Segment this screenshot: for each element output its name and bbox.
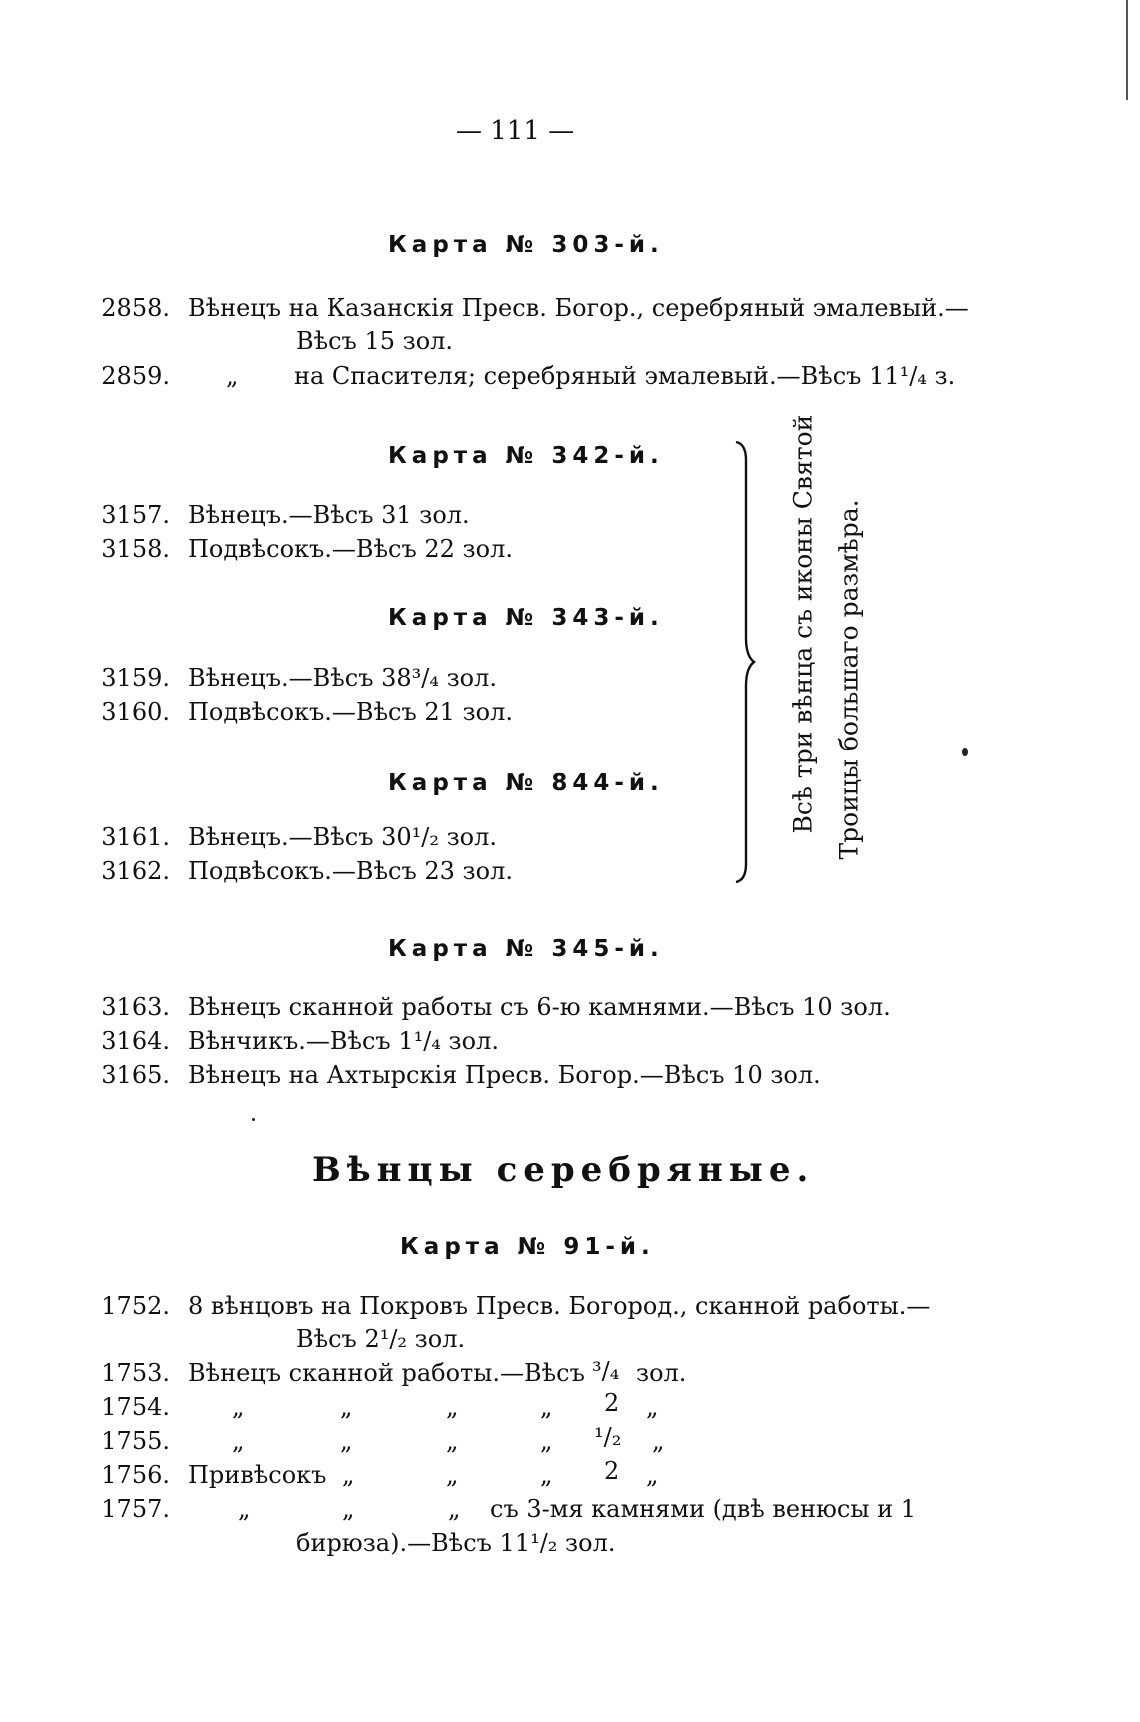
entry-continuation: Вѣсъ 15 зол. — [296, 327, 454, 355]
ink-speck — [962, 748, 968, 756]
entry-number: 1756. — [101, 1461, 170, 1489]
ditto-mark: „ — [448, 1495, 461, 1523]
entry-continuation: бирюза).—Вѣсъ 11¹/₂ зол. — [296, 1529, 616, 1557]
entry-number: 1757. — [101, 1495, 170, 1523]
ditto-mark: „ — [540, 1427, 553, 1455]
ditto-mark: „ — [232, 1427, 245, 1455]
entry-number: 3165. — [101, 1061, 170, 1089]
weight-value: ³/₄ — [592, 1357, 620, 1385]
entry-number: 3159. — [101, 664, 170, 692]
ditto-mark: „ — [342, 1495, 355, 1523]
entry-number: 3163. — [101, 993, 170, 1021]
entry-number: 3162. — [101, 857, 170, 885]
entry-number: 1755. — [101, 1427, 170, 1455]
ink-speck — [252, 1118, 255, 1121]
entry-number: 1752. — [101, 1292, 170, 1320]
entry-text: Вѣнецъ на Казанскія Пресв. Богор., серебряный эмалевый.— — [188, 294, 969, 322]
weight-unit: зол. — [636, 1359, 687, 1387]
ditto-mark: „ — [340, 1393, 353, 1421]
ditto-mark: „ — [540, 1393, 553, 1421]
entry-text: Вѣнецъ.—Вѣсъ 38³/₄ зол. — [188, 664, 497, 692]
weight-value: ¹/₂ — [594, 1423, 622, 1451]
ditto-mark: „ — [446, 1393, 459, 1421]
entry-number: 3160. — [101, 698, 170, 726]
ditto-mark: „ — [342, 1461, 355, 1489]
ditto-mark: „ — [340, 1427, 353, 1455]
entry-number: 3161. — [101, 823, 170, 851]
page-number: — 111 — — [456, 116, 575, 146]
entry-number: 1754. — [101, 1393, 170, 1421]
entry-number: 2858. — [101, 294, 170, 322]
entry-text: Вѣнецъ на Ахтырскія Пресв. Богор.—Вѣсъ 10 зол. — [188, 1061, 821, 1089]
ditto-mark: „ — [540, 1461, 553, 1489]
card-heading-343: Карта № 343-й. — [388, 605, 664, 631]
sidenote-line-1: Всѣ три вѣнца съ иконы Святой — [788, 414, 818, 834]
weight-value: 2 — [604, 1457, 620, 1485]
card-heading-91: Карта № 91-й. — [400, 1234, 655, 1260]
entry-text: Привѣсокъ — [188, 1461, 327, 1489]
entry-text: Вѣнецъ сканной работы.—Вѣсъ — [188, 1359, 585, 1387]
ditto-mark: „ — [446, 1461, 459, 1489]
entry-text: Вѣнецъ сканной работы съ 6-ю камнями.—Вѣсъ 10 зол. — [188, 993, 891, 1021]
card-heading-345: Карта № 345-й. — [388, 936, 664, 962]
ditto-mark: „ — [652, 1427, 665, 1455]
scan-edge-line — [1126, 0, 1128, 100]
entry-number: 3157. — [101, 501, 170, 529]
entry-number: 1753. — [101, 1359, 170, 1387]
entry-text: съ 3-мя камнями (двѣ венюсы и 1 — [490, 1495, 916, 1523]
ditto-mark: „ — [646, 1393, 659, 1421]
ditto-mark: „ — [446, 1427, 459, 1455]
section-title: Вѣнцы серебряные. — [312, 1150, 815, 1190]
ditto-mark: „ — [232, 1393, 245, 1421]
entry-text: Подвѣсокъ.—Вѣсъ 21 зол. — [188, 698, 513, 726]
curly-brace — [732, 440, 756, 884]
entry-number: 2859. — [101, 362, 170, 390]
entry-text: Вѣнецъ.—Вѣсъ 31 зол. — [188, 501, 470, 529]
entry-number: 3158. — [101, 535, 170, 563]
weight-value: 2 — [604, 1389, 620, 1417]
card-heading-303: Карта № 303-й. — [388, 232, 664, 258]
entry-continuation: Вѣсъ 2¹/₂ зол. — [296, 1325, 466, 1353]
entry-text: Подвѣсокъ.—Вѣсъ 22 зол. — [188, 535, 513, 563]
entry-text: на Спасителя; серебряный эмалевый.—Вѣсъ 11¹/₄ з. — [294, 362, 956, 390]
entry-text: 8 вѣнцовъ на Покровъ Пресв. Богород., сканной работы.— — [188, 1292, 931, 1320]
entry-text: Подвѣсокъ.—Вѣсъ 23 зол. — [188, 857, 513, 885]
entry-text: Вѣнецъ.—Вѣсъ 30¹/₂ зол. — [188, 823, 497, 851]
ditto-mark: „ — [226, 362, 239, 390]
card-heading-344: Карта № 844-й. — [388, 770, 664, 796]
entry-text: Вѣнчикъ.—Вѣсъ 1¹/₄ зол. — [188, 1027, 499, 1055]
entry-number: 3164. — [101, 1027, 170, 1055]
ditto-mark: „ — [646, 1461, 659, 1489]
card-heading-342: Карта № 342-й. — [388, 443, 664, 469]
sidenote-line-2: Троицы большаго размѣра. — [834, 499, 864, 860]
ditto-mark: „ — [238, 1495, 251, 1523]
